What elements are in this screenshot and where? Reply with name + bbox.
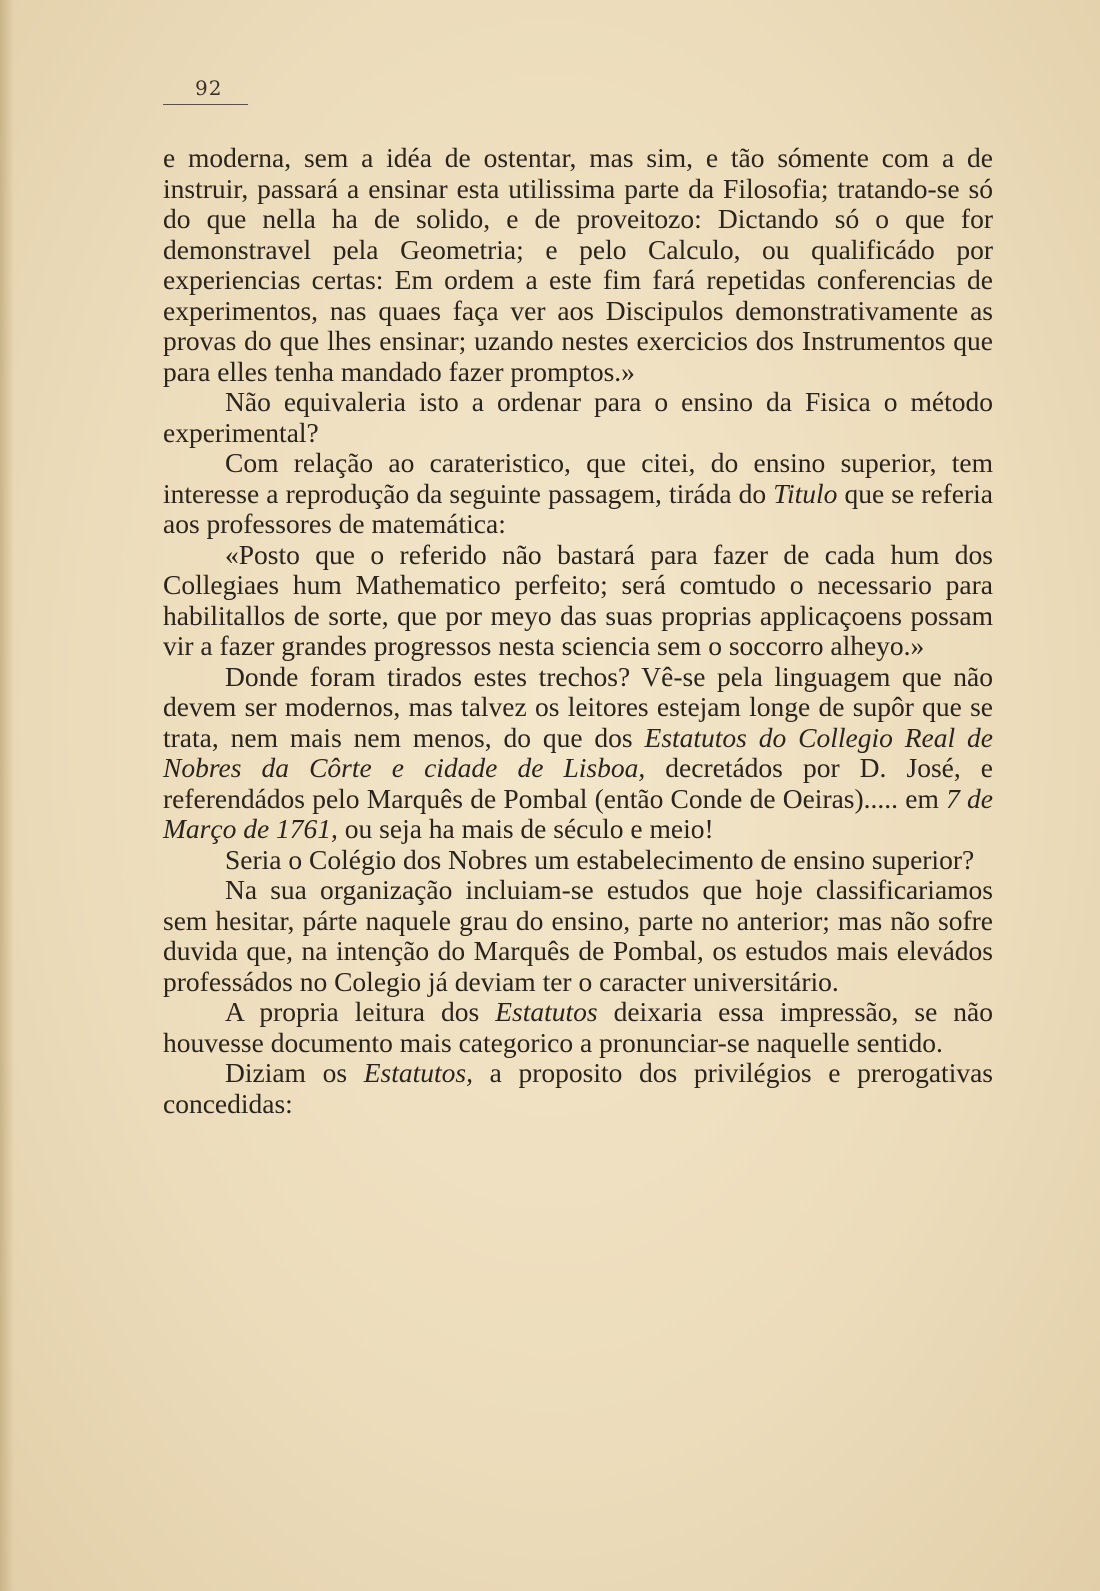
italic-text: Estatutos, [363,1057,473,1088]
paragraph [163,1058,993,1119]
italic-text: Estatutos [495,996,598,1027]
text-segment: Não equivaleria isto a ordenar para o ensino da Fisica o método experimental? [163,386,993,448]
text-segment: Diziam os [225,1057,364,1088]
paragraph [163,997,993,1058]
paragraph [163,662,993,845]
paragraph [163,387,993,448]
italic-text: Titulo [773,477,838,509]
text-segment: Donde foram tirados estes trechos? Vê-se pela linguagem que não devem ser modernos, mas talvez os leitores estejam longe de supôr que se trata, nem mais nem menos, do que dos [163,660,993,753]
body-text [163,143,993,1119]
paragraph [163,143,993,387]
text-segment: e moderna, sem a idéa de ostentar, mas sim, e tão sómente com a de instruir, passará a ensinar esta utilissima parte da Filosofia; tratando-se só do que nella ha de solido, e de proveitozo: Dictando só o que for demonstravel pela Geometria; e pelo Calculo, ou qualificádo por experiencias certas: Em ordem a este fim fará repetidas conferencias de experimentos, nas quaes faça ver aos Discipulos demonstrativamente as provas do que lhes ensinar; uzando nestes exercicios dos Instrumentos que para elles tenha mandado fazer promptos.» [163,142,993,387]
text-segment: ou seja ha mais de século e meio! [337,813,714,844]
page-number-rule [163,104,248,105]
text-segment: Com relação ao carateristico, que citei, do ensino superior, tem interesse a reprodução da seguinte passagem, tiráda do [163,447,993,509]
text-segment: «Posto que o referido não bastará para fazer de cada hum dos Collegiaes hum Mathematico perfeito; será comtudo o necessario para habilitallos de sorte, que por meyo das suas proprias applicaçoens possam vir a fazer grandes progressos nesta sciencia sem o soccorro alheyo.» [163,538,993,661]
text-segment: Na sua organização incluiam-se estudos que hoje classificariamos sem hesitar, párte naquele grau do ensino, parte no anterior; mas não sofre duvida que, na intenção do Marquês de Pombal, os estudos mais elevádos professádos no Colegio já deviam ter o caracter universitário. [163,874,993,997]
text-segment: a proposito dos privilégios e prerogativas concedidas: [163,1057,993,1119]
italic-text: 7 de Março de 1761, [163,782,993,844]
text-segment: A propria leitura dos [225,996,496,1027]
italic-text: Estatutos do Collegio Real de Nobres da Côrte e cidade de Lisboa, [163,721,993,783]
text-segment: decretádos por D. José, e referendádos pelo Marquês de Pombal (então Conde de Oeiras)..... em [163,752,994,814]
paragraph [163,845,993,876]
text-segment: que se referia aos professores de matemática: [163,477,993,539]
paragraph [163,875,993,997]
text-segment: deixaria essa impressão, se não houvesse documento mais categorico a pronunciar-se naquelle sentido. [163,996,993,1058]
text-segment: Seria o Colégio dos Nobres um estabelecimento de ensino superior? [225,843,975,875]
paragraph [163,540,993,662]
page-number: 92 [195,76,223,100]
paragraph [163,448,993,540]
